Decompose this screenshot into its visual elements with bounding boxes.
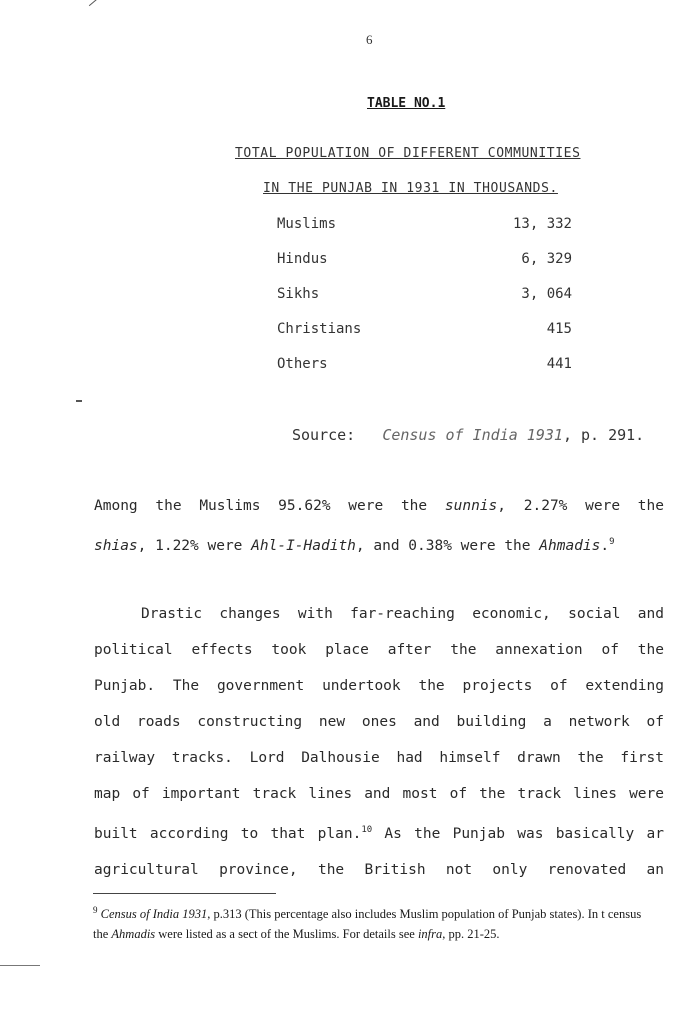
footnote-ref: 9 [609, 537, 615, 547]
table-row [277, 356, 572, 376]
population-value: 3, 064 [521, 286, 572, 302]
footnote: $^9$ Census of India 1931, p.313 (This percentage also includes Muslim population of Punjab states). In t census the Ahmadis were listed as a sect of the Muslims. For details see infra, pp. 21-25. [93, 905, 642, 942]
scan-mark [0, 965, 40, 966]
footnote-number: 9 [93, 905, 98, 915]
paragraph-line: Among the Muslims 95.62% were the sunnis, 2.27% were the [94, 498, 664, 514]
footnote-divider [93, 893, 276, 894]
population-value: 6, 329 [521, 251, 572, 267]
table-heading-line2: IN THE PUNJAB IN 1931 IN THOUSANDS. [263, 181, 558, 196]
source-title: Census of India 1931 [382, 426, 563, 444]
population-value: 13, 332 [512, 216, 572, 232]
scan-mark [76, 400, 82, 402]
table-heading-line1: TOTAL POPULATION OF DIFFERENT COMMUNITIES [235, 146, 581, 161]
paragraph-line: railway tracks. Lord Dalhousie had himself drawn the first [94, 750, 664, 766]
table-title: TABLE NO.1 [367, 96, 446, 111]
population-value: 415 [546, 321, 572, 337]
paragraph-line: built according to that plan.$^{10}$ As the Punjab was basically ar [94, 825, 664, 842]
community-name: Hindus [277, 251, 328, 267]
footnote-source-title: Census of India 1931 [100, 907, 208, 922]
table-row [277, 321, 572, 341]
footnote-ref: 10 [361, 825, 373, 835]
community-name: Others [277, 356, 328, 372]
paragraph-line: map of important track lines and most of the track lines were [94, 786, 664, 802]
paragraph-line: political effects took place after the annexation of the [94, 642, 664, 658]
paragraph-line: old roads constructing new ones and building a network of [94, 714, 664, 730]
community-name: Muslims [277, 216, 337, 232]
table-row [277, 286, 572, 306]
community-name: Christians [277, 321, 362, 337]
paragraph-line: Drastic changes with far-reaching economic, social and [141, 606, 664, 622]
paragraph-line: agricultural province, the British not only renovated an [94, 861, 664, 878]
table-source [292, 426, 644, 444]
population-value: 441 [546, 356, 572, 372]
table-row [277, 251, 572, 271]
paragraph-line: Punjab. The government undertook the projects of extending [94, 678, 664, 694]
paragraph-line: shias, 1.22% were Ahl-I-Hadith, and 0.38% were the Ahmadis.$^9$ [94, 537, 615, 554]
community-name: Sikhs [277, 286, 320, 302]
page-number: 6 [366, 32, 373, 47]
scan-mark [89, 0, 97, 6]
paragraph-changes [94, 596, 664, 888]
table-row [277, 216, 572, 236]
paragraph-muslim-sects [94, 488, 664, 564]
source-page: , p. 291. [562, 426, 645, 444]
source-label: Source: [292, 426, 356, 444]
